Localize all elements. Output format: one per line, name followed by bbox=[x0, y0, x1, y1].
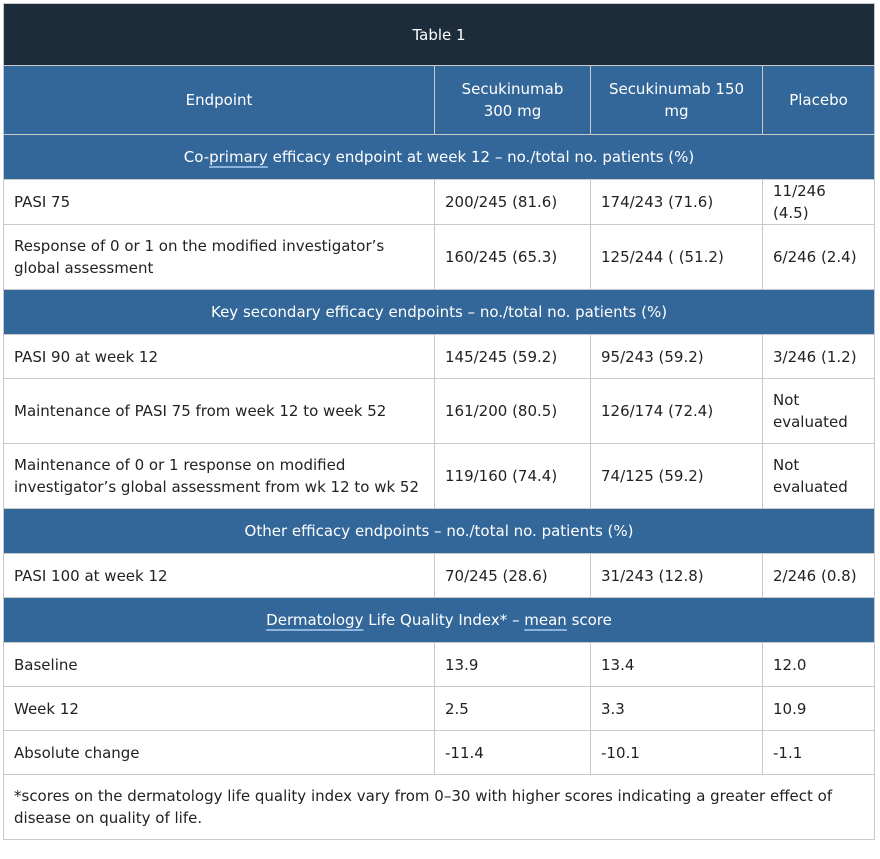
endpoint-cell: Response of 0 or 1 on the modified investigator’s global assessment bbox=[4, 225, 435, 290]
s300-cell: 200/245 (81.6) bbox=[435, 180, 591, 225]
section-title: Key secondary efficacy endpoints – no./total no. patients (%) bbox=[4, 290, 875, 335]
s300-cell: 13.9 bbox=[435, 643, 591, 687]
endpoint-cell: Baseline bbox=[4, 643, 435, 687]
placebo-cell: Not evaluated bbox=[763, 444, 875, 509]
s150-cell: 74/125 (59.2) bbox=[591, 444, 763, 509]
s150-cell: 3.3 bbox=[591, 687, 763, 731]
endpoint-cell: PASI 75 bbox=[4, 180, 435, 225]
s150-cell: 13.4 bbox=[591, 643, 763, 687]
section-title bbox=[4, 598, 875, 643]
s150-cell: -10.1 bbox=[591, 731, 763, 775]
table-row bbox=[4, 180, 875, 225]
footnote: *scores on the dermatology life quality index vary from 0–30 with higher scores indicating a greater effect of disease on quality of life. bbox=[4, 775, 875, 840]
footnote-row bbox=[4, 775, 875, 840]
column-header-row bbox=[4, 66, 875, 135]
s150-cell: 174/243 (71.6) bbox=[591, 180, 763, 225]
section-header-row bbox=[4, 135, 875, 180]
section-title-part: Life Quality Index* – bbox=[363, 611, 525, 629]
endpoint-cell: Maintenance of 0 or 1 response on modified investigator’s global assessment from wk 12 to wk 52 bbox=[4, 444, 435, 509]
placebo-cell: 12.0 bbox=[763, 643, 875, 687]
col-header-endpoint: Endpoint bbox=[4, 66, 435, 135]
s300-cell: -11.4 bbox=[435, 731, 591, 775]
table-row bbox=[4, 444, 875, 509]
table-row bbox=[4, 731, 875, 775]
placebo-cell: 10.9 bbox=[763, 687, 875, 731]
s300-cell: 70/245 (28.6) bbox=[435, 554, 591, 598]
s300-cell: 145/245 (59.2) bbox=[435, 335, 591, 379]
col-header-secukinumab-300: Secukinumab 300 mg bbox=[435, 66, 591, 135]
section-header-row bbox=[4, 509, 875, 554]
endpoint-cell: Absolute change bbox=[4, 731, 435, 775]
s300-cell: 161/200 (80.5) bbox=[435, 379, 591, 444]
placebo-cell: Not evaluated bbox=[763, 379, 875, 444]
endpoint-cell: Maintenance of PASI 75 from week 12 to week 52 bbox=[4, 379, 435, 444]
col-header-secukinumab-150: Secukinumab 150 mg bbox=[591, 66, 763, 135]
table-row bbox=[4, 335, 875, 379]
endpoint-cell: PASI 100 at week 12 bbox=[4, 554, 435, 598]
table-row bbox=[4, 379, 875, 444]
endpoint-cell: Week 12 bbox=[4, 687, 435, 731]
s150-cell: 95/243 (59.2) bbox=[591, 335, 763, 379]
s150-cell: 31/243 (12.8) bbox=[591, 554, 763, 598]
section-title-link[interactable]: mean bbox=[524, 611, 567, 629]
table-row bbox=[4, 687, 875, 731]
placebo-cell: 11/246 (4.5) bbox=[763, 180, 875, 225]
section-title-link[interactable]: primary bbox=[209, 148, 268, 166]
s300-cell: 2.5 bbox=[435, 687, 591, 731]
placebo-cell: -1.1 bbox=[763, 731, 875, 775]
section-header-row bbox=[4, 598, 875, 643]
s150-cell: 125/244 ( (51.2) bbox=[591, 225, 763, 290]
placebo-cell: 2/246 (0.8) bbox=[763, 554, 875, 598]
table-row bbox=[4, 225, 875, 290]
table-title-row bbox=[4, 4, 875, 66]
table-row bbox=[4, 643, 875, 687]
endpoint-cell: PASI 90 at week 12 bbox=[4, 335, 435, 379]
section-title-link[interactable]: Dermatology bbox=[266, 611, 364, 629]
section-title-part: Co- bbox=[183, 148, 210, 166]
section-title-part: score bbox=[566, 611, 612, 629]
section-header-row bbox=[4, 290, 875, 335]
s150-cell: 126/174 (72.4) bbox=[591, 379, 763, 444]
placebo-cell: 3/246 (1.2) bbox=[763, 335, 875, 379]
table-row bbox=[4, 554, 875, 598]
s300-cell: 160/245 (65.3) bbox=[435, 225, 591, 290]
col-header-placebo: Placebo bbox=[763, 66, 875, 135]
table-title: Table 1 bbox=[4, 4, 875, 66]
placebo-cell: 6/246 (2.4) bbox=[763, 225, 875, 290]
section-title bbox=[4, 135, 875, 180]
s300-cell: 119/160 (74.4) bbox=[435, 444, 591, 509]
section-title: Other efficacy endpoints – no./total no. patients (%) bbox=[4, 509, 875, 554]
efficacy-table bbox=[3, 3, 875, 840]
section-title-part: efficacy endpoint at week 12 – no./total no. patients (%) bbox=[267, 148, 695, 166]
